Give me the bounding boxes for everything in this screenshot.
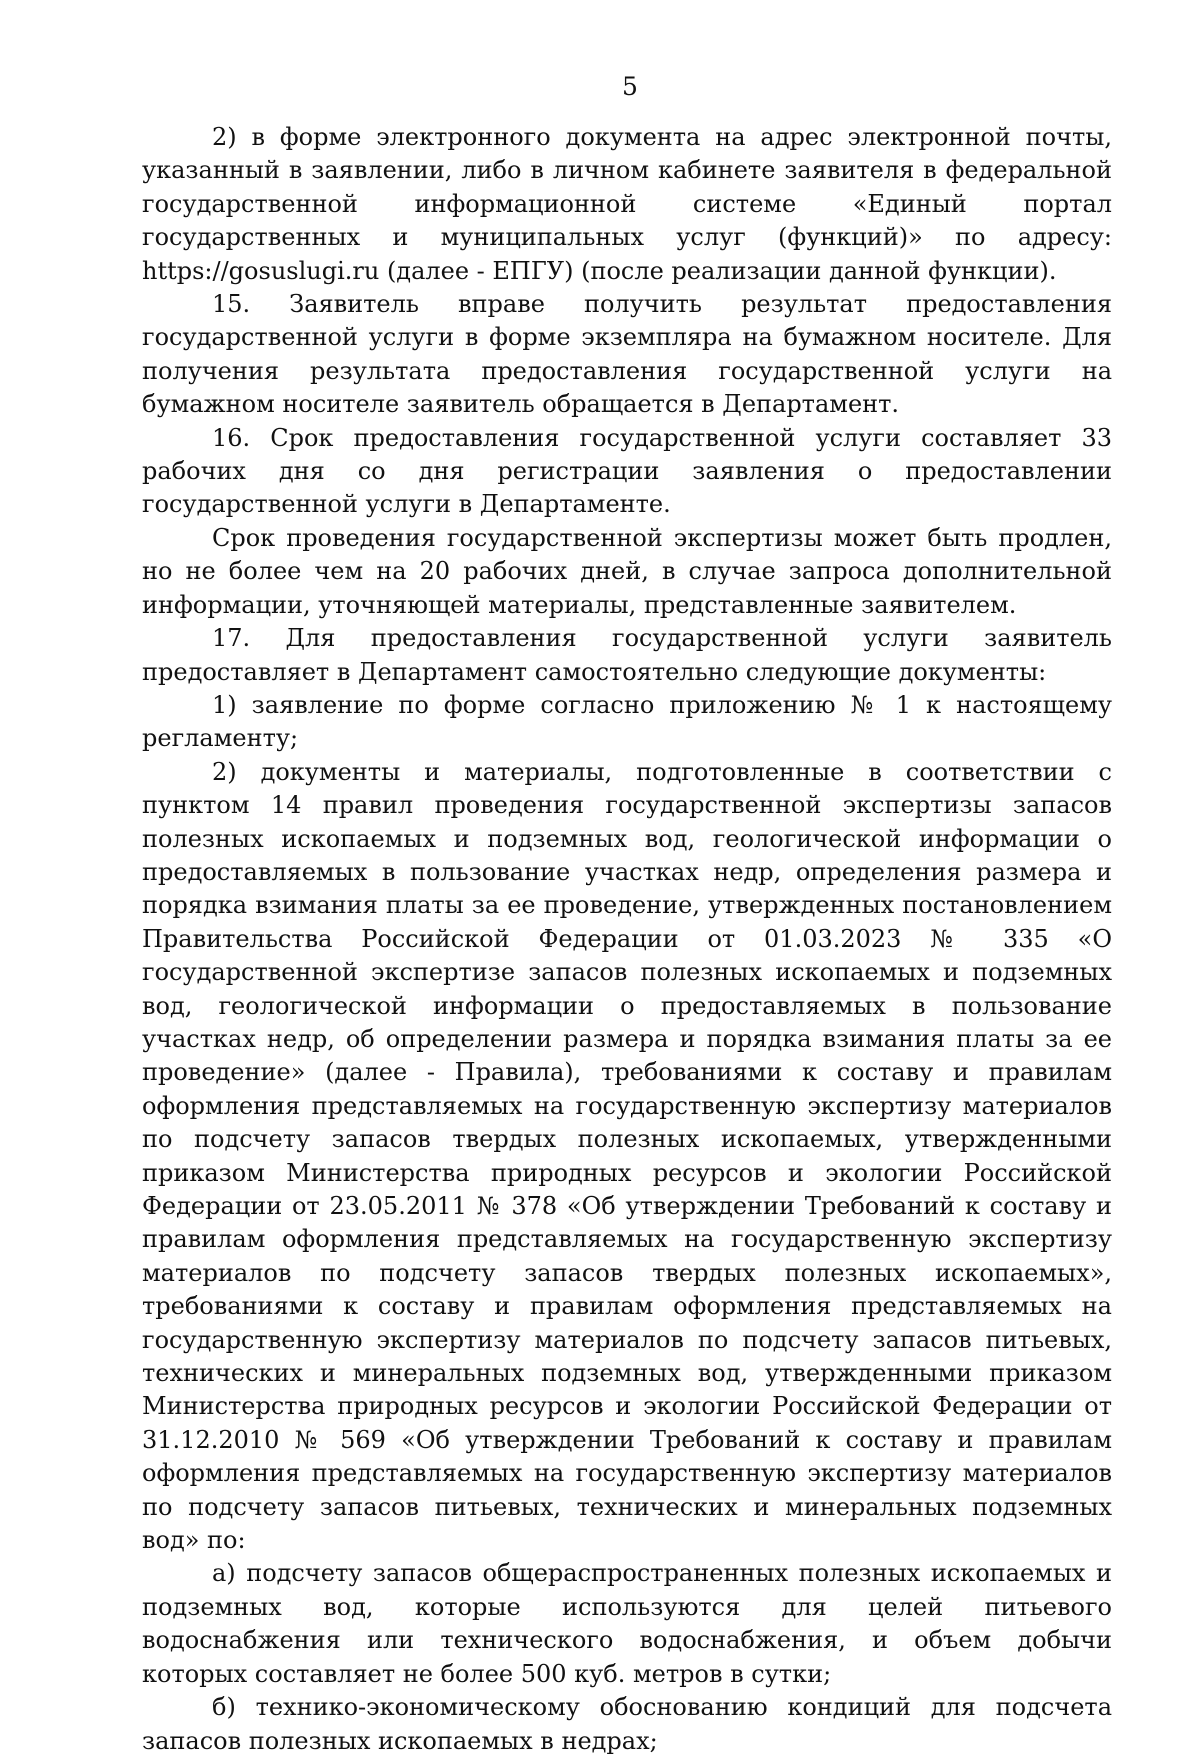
document-body — [142, 121, 1112, 1758]
list-item-2-materials: 2) документы и материалы, подготовленные в соответствии с пунктом 14 правил проведения государственной экспертизы запасов полезных ископаемых и подземных вод, геологической информации о предоставляемых в пользование участках недр, определения размера и порядка взимания платы за ее проведение, утвержденных постановлением Правительства Российской Федерации от 01.03.2023 № 335 «О государственной экспертизе запасов полезных ископаемых и подземных вод, геологической информации о предоставляемых в пользование участках недр, об определении размера и порядка взимания платы за ее проведение» (далее - Правила), требованиями к составу и правилам оформления представляемых на государственную экспертизу материалов по подсчету запасов твердых полезных ископаемых, утвержденными приказом Министерства природных ресурсов и экологии Российской Федерации от 23.05.2011 № 378 «Об утверждении Требований к составу и правилам оформления представляемых на государственную экспертизу материалов по подсчету запасов твердых полезных ископаемых», требованиями к составу и правилам оформления представляемых на государственную экспертизу материалов по подсчету запасов питьевых, технических и минеральных подземных вод, утвержденными приказом Министерства природных ресурсов и экологии Российской Федерации от 31.12.2010 № 569 «Об утверждении Требований к составу и правилам оформления представляемых на государственную экспертизу материалов по подсчету запасов питьевых, технических и минеральных подземных вод» по: — [142, 757, 1112, 1555]
list-item-1-application: 1) заявление по форме согласно приложению № 1 к настоящему регламенту; — [142, 690, 1112, 753]
paragraph-2-electronic-form: 2) в форме электронного документа на адрес электронной почты, указанный в заявлении, либо в личном кабинете заявителя в федеральной государственной информационной системе «Единый портал государственных и муниципальных услуг (функций)» по адресу: https://gosuslugi.ru (далее - ЕПГУ) (после реализации данной функции). — [142, 123, 1112, 285]
paragraph-16-service-term: 16. Срок предоставления государственной услуги составляет 33 рабочих дня со дня регистрации заявления о предоставлении государственной услуги в Департаменте. — [142, 423, 1112, 519]
paragraph-15-paper-copy: 15. Заявитель вправе получить результат предоставления государственной услуги в форме экземпляра на бумажном носителе. Для получения результата предоставления государственной услуги на бумажном носителе заявитель обращается в Департамент. — [142, 290, 1112, 419]
list-item-b-feasibility-study: б) технико-экономическому обоснованию кондиций для подсчета запасов полезных ископаемых в недрах; — [142, 1693, 1112, 1755]
list-item-a-reserves-calculation: а) подсчету запасов общераспространенных полезных ископаемых и подземных вод, которые используются для целей питьевого водоснабжения или технического водоснабжения, и объем добычи которых составляет не более 500 куб. метров в сутки; — [142, 1559, 1112, 1688]
paragraph-17-required-documents: 17. Для предоставления государственной услуги заявитель предоставляет в Департамент самостоятельно следующие документы: — [142, 624, 1112, 686]
paragraph-expertise-extension: Срок проведения государственной экспертизы может быть продлен, но не более чем на 20 рабочих дней, в случае запроса дополнительной информации, уточняющей материалы, представленные заявителем. — [142, 523, 1112, 619]
page-number: 5 — [622, 72, 638, 101]
